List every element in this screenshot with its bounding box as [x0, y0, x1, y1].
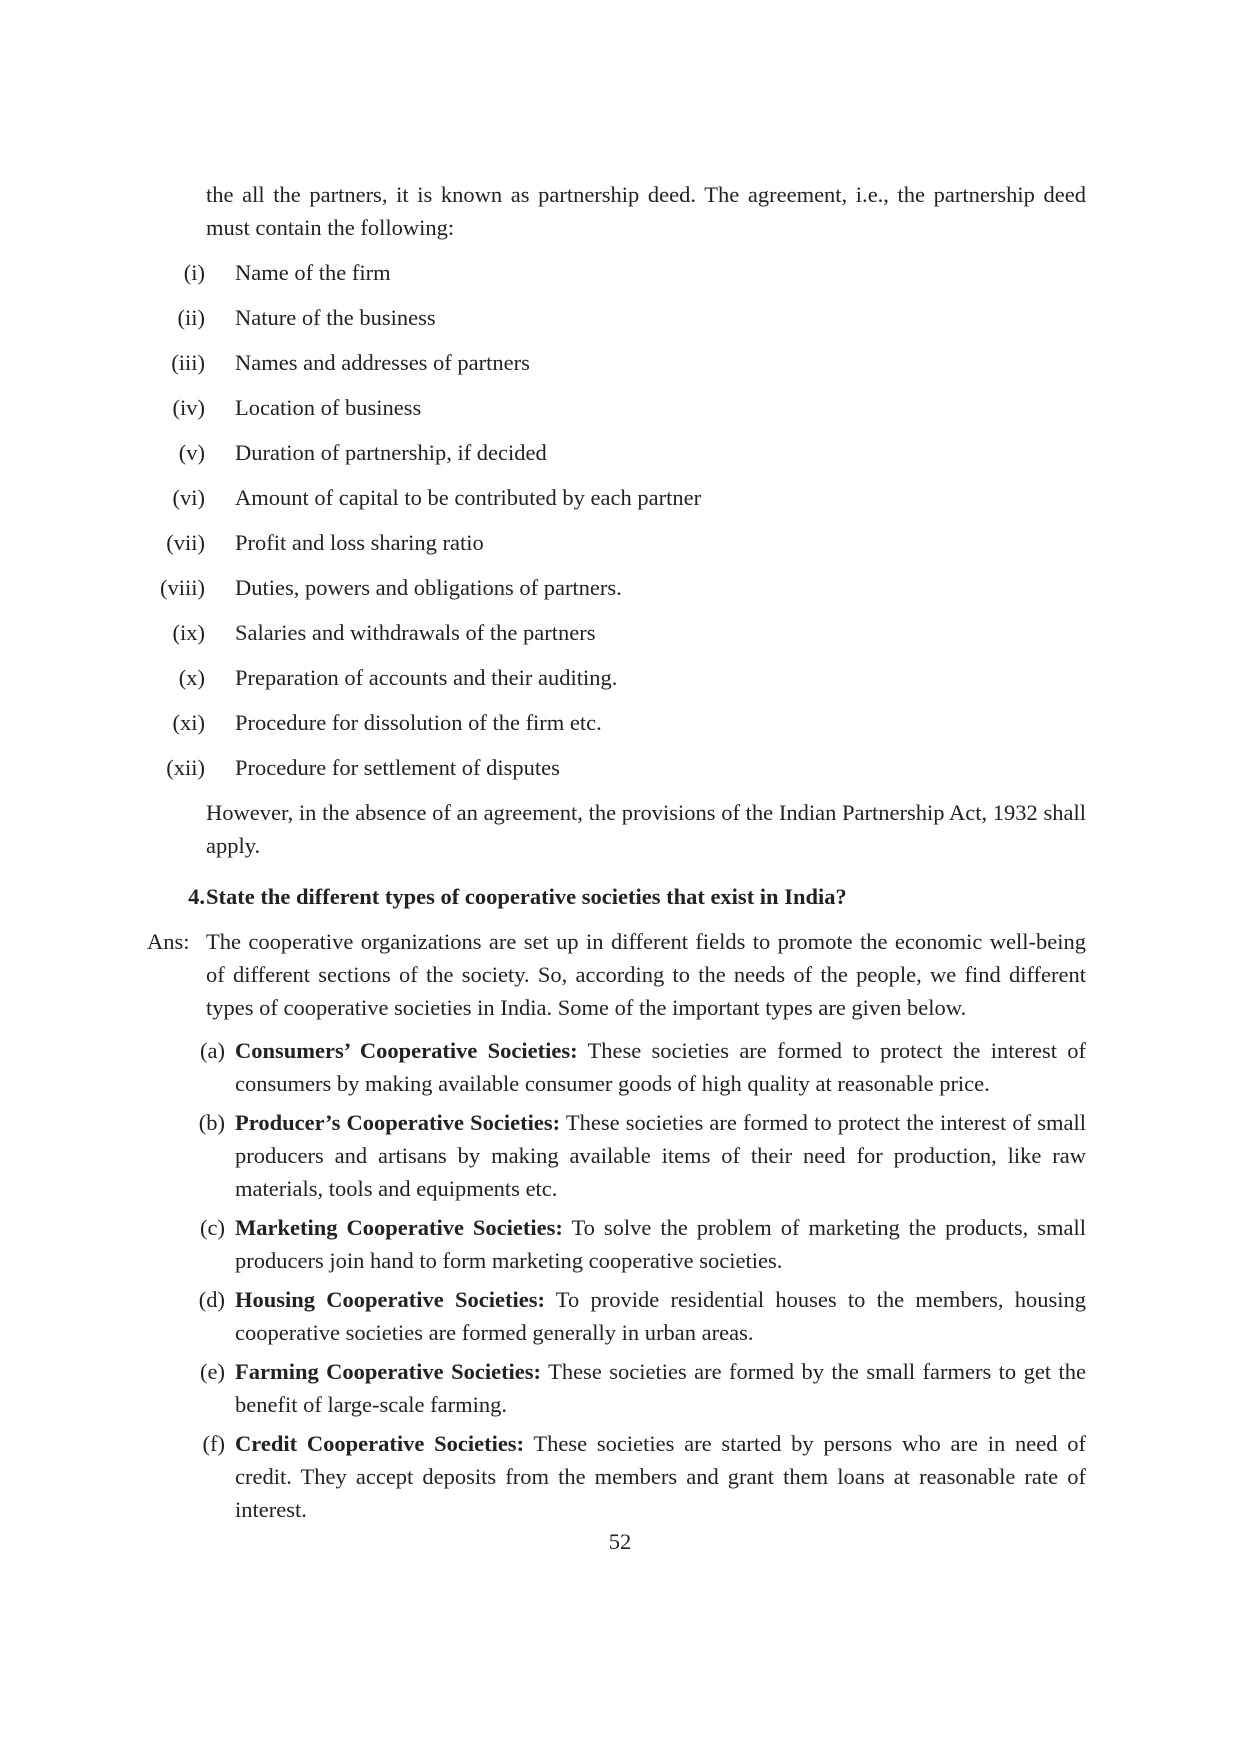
- cooperative-type-item: [150, 1427, 1086, 1526]
- type-letter: (b): [198, 1110, 225, 1135]
- question-text: State the different types of cooperative societies that exist in India?: [206, 884, 847, 909]
- deed-item: [140, 751, 1086, 784]
- type-title: Producer’s Cooperative Societies:: [235, 1110, 561, 1135]
- deed-item: [140, 526, 1086, 559]
- deed-item-text: Procedure for settlement of disputes: [235, 755, 560, 780]
- type-title: Farming Cooperative Societies:: [235, 1359, 542, 1384]
- deed-item: [140, 256, 1086, 289]
- deed-item: [140, 661, 1086, 694]
- deed-item-text: Duration of partnership, if decided: [235, 440, 547, 465]
- cooperative-type-item: [150, 1034, 1086, 1100]
- deed-item-text: Amount of capital to be contributed by each partner: [235, 485, 702, 510]
- deed-item-text: Profit and loss sharing ratio: [235, 530, 484, 555]
- type-description: These societies are started by persons who are in need of credit. They accept deposits from the members and grant them loans at reasonable rate of interest.: [235, 1431, 1086, 1522]
- deed-item: [140, 706, 1086, 739]
- deed-item-text: Nature of the business: [235, 305, 436, 330]
- type-description: To provide residential houses to the members, housing cooperative societies are formed generally in urban areas.: [235, 1287, 1086, 1345]
- answer-label: Ans:: [147, 929, 190, 954]
- type-letter: (a): [200, 1038, 225, 1063]
- deed-item-number: (x): [178, 665, 205, 690]
- page-number: 52: [608, 1529, 632, 1554]
- type-letter: (c): [200, 1215, 225, 1240]
- type-description: These societies are formed to protect the interest of consumers by making available consumer goods of high quality at reasonable price.: [235, 1038, 1086, 1096]
- type-letter: (d): [198, 1287, 225, 1312]
- question-number: 4.: [188, 884, 205, 909]
- deed-item: [140, 436, 1086, 469]
- deed-item-number: (ii): [177, 305, 205, 330]
- deed-item: [140, 616, 1086, 649]
- deed-item: [140, 571, 1086, 604]
- deed-item-number: (xi): [172, 710, 205, 735]
- type-title: Marketing Cooperative Societies:: [235, 1215, 563, 1240]
- deed-item-number: (vi): [172, 485, 205, 510]
- deed-item-text: Duties, powers and obligations of partners.: [235, 575, 622, 600]
- deed-item: [140, 481, 1086, 514]
- type-title: Housing Cooperative Societies:: [235, 1287, 545, 1312]
- deed-item-text: Names and addresses of partners: [235, 350, 530, 375]
- deed-item-number: (v): [178, 440, 205, 465]
- intro-paragraph: the all the partners, it is known as partnership deed. The agreement, i.e., the partnership deed must contain the following:: [206, 182, 1086, 240]
- deed-item-text: Location of business: [235, 395, 422, 420]
- cooperative-type-item: [150, 1211, 1086, 1277]
- deed-item-text: Preparation of accounts and their auditing.: [235, 665, 618, 690]
- type-letter: (e): [200, 1359, 225, 1384]
- deed-item-text: Salaries and withdrawals of the partners: [235, 620, 596, 645]
- cooperative-type-item: [150, 1355, 1086, 1421]
- type-description: These societies are formed to protect the interest of small producers and artisans by making available items of their need for production, like raw materials, tools and equipments etc.: [235, 1110, 1086, 1201]
- type-description: These societies are formed by the small farmers to get the benefit of large-scale farming.: [235, 1359, 1086, 1417]
- deed-item-text: Name of the firm: [235, 260, 391, 285]
- deed-item-number: (xii): [166, 755, 205, 780]
- deed-item-number: (i): [183, 260, 205, 285]
- type-title: Consumers’ Cooperative Societies:: [235, 1038, 578, 1063]
- type-letter: (f): [202, 1431, 225, 1456]
- deed-item: [140, 301, 1086, 334]
- deed-item: [140, 391, 1086, 424]
- type-title: Credit Cooperative Societies:: [235, 1431, 525, 1456]
- answer-paragraph: The cooperative organizations are set up in different fields to promote the economic well-being of different sections of the society. So, according to the needs of the people, we find different types of cooperative societies in India. Some of the important types are given below.: [206, 929, 1086, 1020]
- deed-item-number: (viii): [160, 575, 205, 600]
- cooperative-type-item: [150, 1283, 1086, 1349]
- type-description: To solve the problem of marketing the products, small producers join hand to form marketing cooperative societies.: [235, 1215, 1086, 1273]
- deed-item-number: (iv): [172, 395, 205, 420]
- deed-item-number: (vii): [166, 530, 205, 555]
- deed-item-number: (ix): [172, 620, 205, 645]
- deed-item-text: Procedure for dissolution of the firm etc.: [235, 710, 602, 735]
- deed-item-number: (iii): [171, 350, 205, 375]
- cooperative-type-item: [150, 1106, 1086, 1205]
- deed-item: [140, 346, 1086, 379]
- closing-paragraph: However, in the absence of an agreement, the provisions of the Indian Partnership Act, 1932 shall apply.: [206, 800, 1086, 858]
